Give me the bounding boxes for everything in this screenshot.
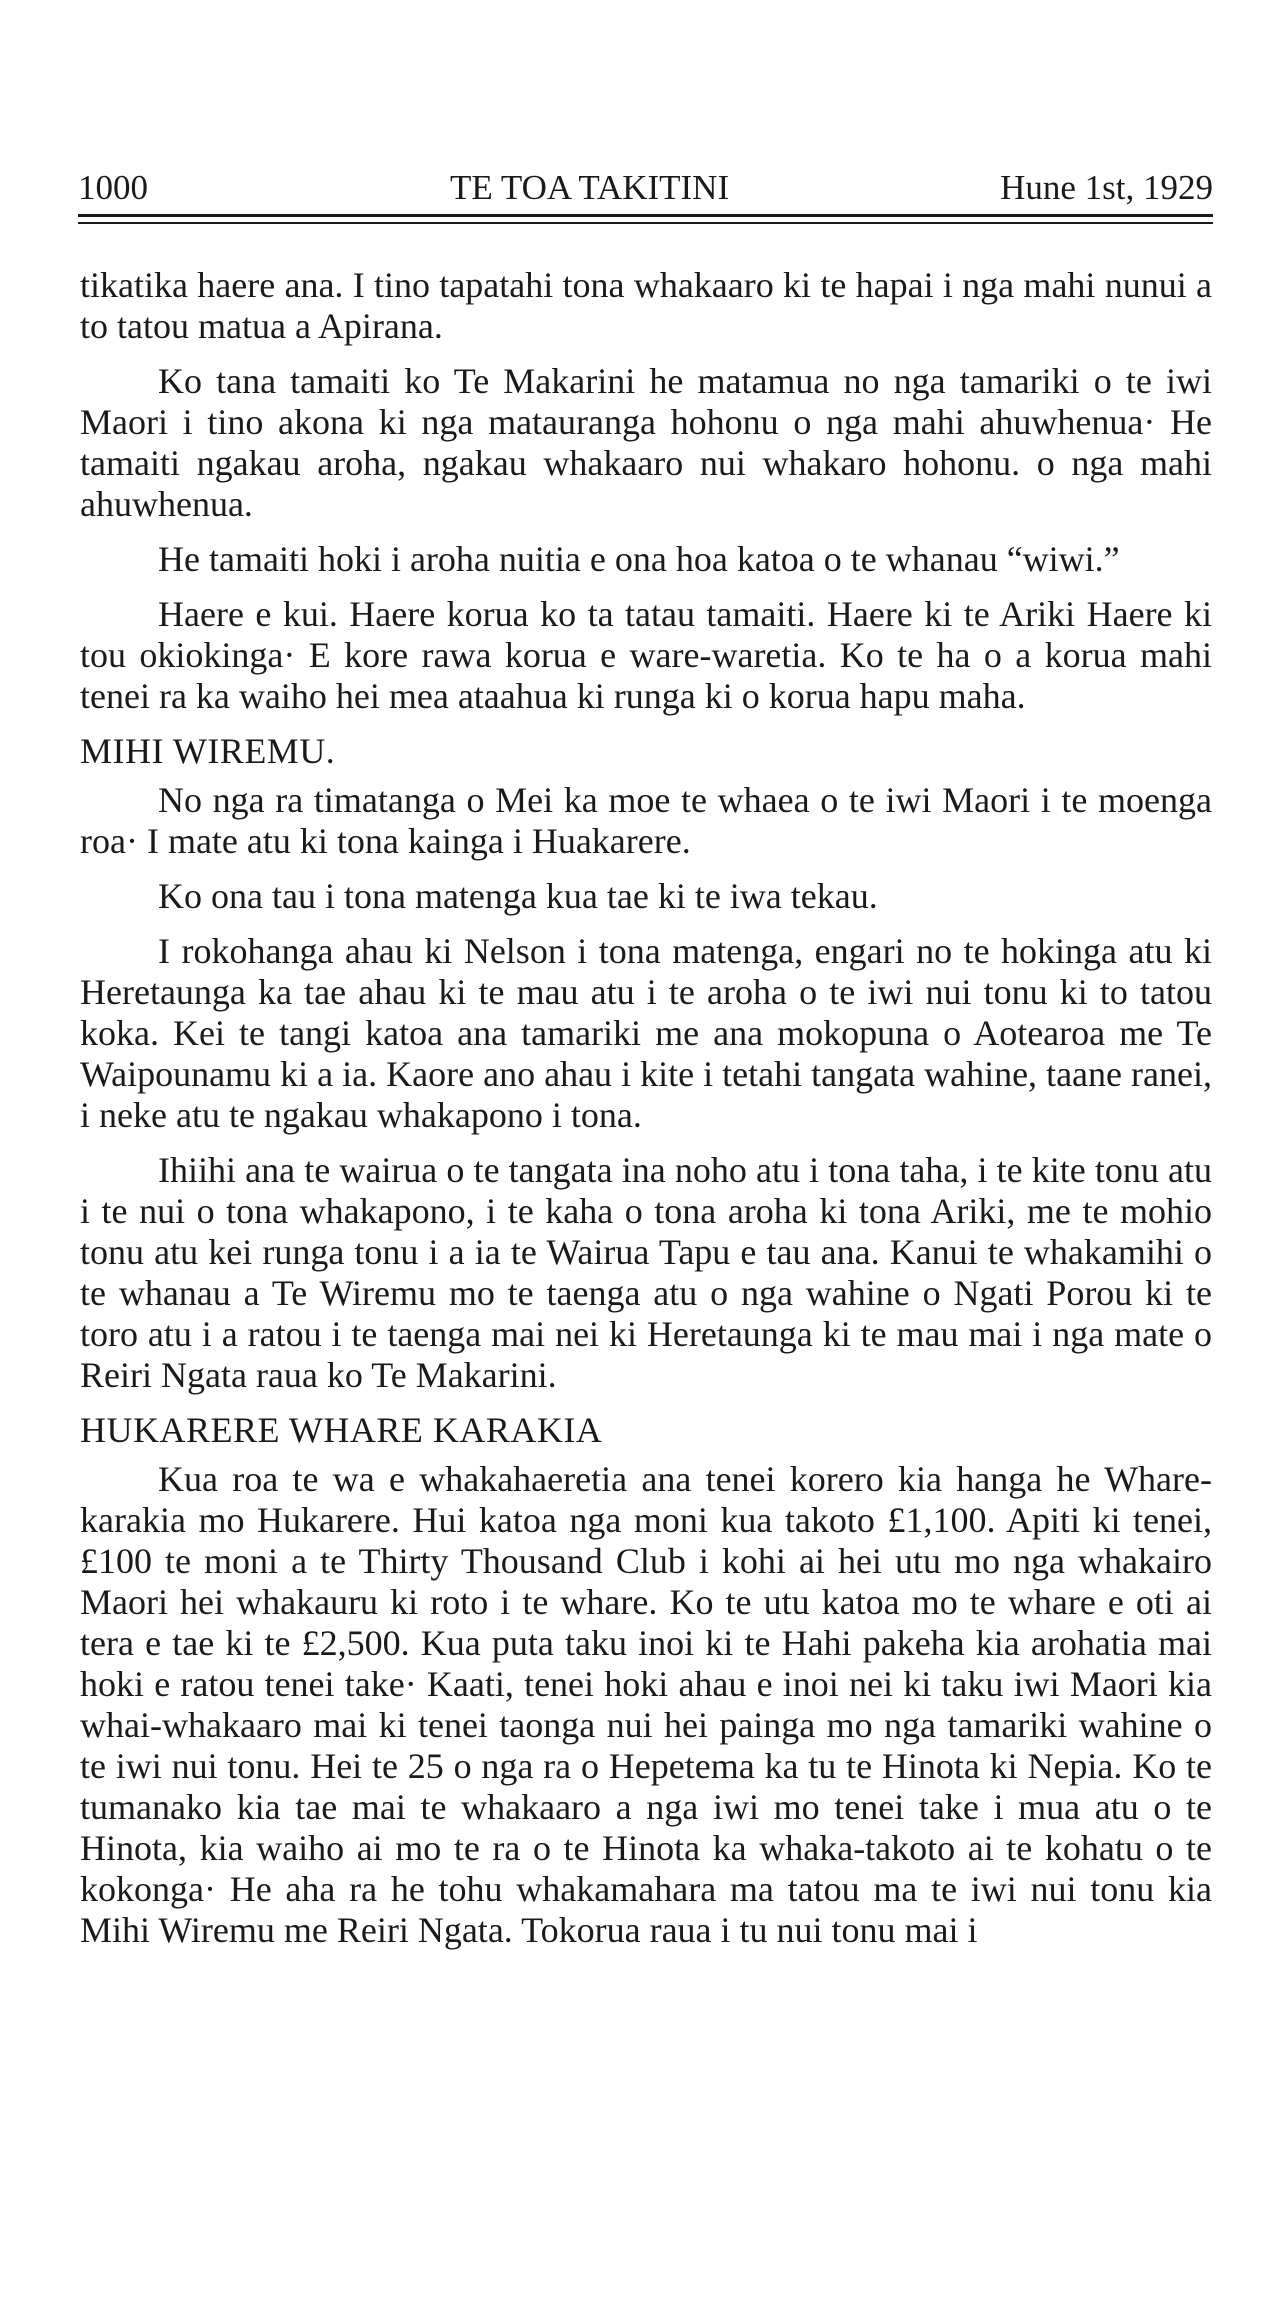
running-header [78, 168, 1213, 208]
paragraph: Haere e kui. Haere korua ko ta tatau tamaiti. Haere ki te Ariki Haere ki tou okiokinga· E kore rawa korua e ware-waretia. Ko te ha o a korua mahi tenei ra ka waiho hei mea ataahua ki runga ki o korua hapu maha. [80, 594, 1212, 716]
paragraph: He tamaiti hoki i aroha nuitia e ona hoa katoa o te whanau “wiwi.” [158, 539, 1120, 579]
paragraph: Ko ona tau i tona matenga kua tae ki te iwa tekau. [158, 876, 878, 916]
section-heading: MIHI WIREMU. [80, 731, 336, 771]
article-body [80, 265, 1212, 1965]
issue-date: Hune 1st, 1929 [1000, 168, 1213, 207]
paragraph: Ihiihi ana te wairua o te tangata ina noho atu i tona taha, i te kite tonu atu i te nui o tona whakapono, i te kaha o tona aroha ki tona Ariki, me te mohio tonu atu kei runga tonu i a ia te Wairua Tapu e tau ana. Kanui te whakamihi o te whanau a Te Wiremu mo te taenga atu o nga wahine o Ngati Porou ki te toro atu i a ratou i te taenga mai nei ki Heretaunga ki te mau mai i nga mate o Reiri Ngata raua ko Te Makarini. [80, 1150, 1212, 1395]
publication-title: TE TOA TAKITINI [450, 168, 730, 207]
header-rule-thin [78, 222, 1213, 224]
header-rule-thick [78, 214, 1213, 217]
paragraph: Ko tana tamaiti ko Te Makarini he matamua no nga tamariki o te iwi Maori i tino akona ki nga matauranga hohonu o nga mahi ahuwhenua· He tamaiti ngakau aroha, ngakau whakaaro nui whakaro hohonu. o nga mahi ahuwhenua. [80, 361, 1212, 524]
paragraph: I rokohanga ahau ki Nelson i tona matenga, engari no te hokinga atu ki Heretaunga ka tae ahau ki te mau atu i te aroha o te iwi nui tonu ki to tatou koka. Kei te tangi katoa ana tamariki me ana mokopuna o Aotearoa me Te Waipounamu ki a ia. Kaore ano ahau i kite i tetahi tangata wahine, taane ranei, i neke atu te ngakau whakapono i tona. [80, 931, 1212, 1135]
page-number: 1000 [78, 168, 148, 207]
paragraph: Kua roa te wa e whakahaeretia ana tenei korero kia hanga he Whare-karakia mo Hukarere. Hui katoa nga moni kua takoto £1,100. Apiti ki tenei, £100 te moni a te Thirty Thousand Club i kohi ai hei utu mo nga whakairo Maori hei whakauru ki roto i te whare. Ko te utu katoa mo te whare e oti ai tera e tae ki te £2,500. Kua puta taku inoi ki te Hahi pakeha kia arohatia mai hoki e ratou tenei take· Kaati, tenei hoki ahau e inoi nei ki taku iwi Maori kia whai-whakaaro mai ki tenei taonga nui hei painga mo nga tamariki wahine o te iwi nui tonu. Hei te 25 o nga ra o Hepetema ka tu te Hinota ki Nepia. Ko te tumanako kia tae mai te whakaaro a nga iwi mo tenei take i mua atu o te Hinota, kia waiho ai mo te ra o te Hinota ka whaka-takoto ai te kohatu o te kokonga· He aha ra he tohu whakamahara ma tatou ma te iwi nui tonu kia Mihi Wiremu me Reiri Ngata. Tokorua raua i tu nui tonu mai i [80, 1459, 1212, 1950]
section-heading: HUKARERE WHARE KARAKIA [80, 1410, 603, 1450]
paragraph: No nga ra timatanga o Mei ka moe te whaea o te iwi Maori i te moenga roa· I mate atu ki tona kainga i Huakarere. [80, 780, 1212, 861]
paragraph: tikatika haere ana. I tino tapatahi tona whakaaro ki te hapai i nga mahi nunui a to tatou matua a Apirana. [80, 265, 1212, 346]
